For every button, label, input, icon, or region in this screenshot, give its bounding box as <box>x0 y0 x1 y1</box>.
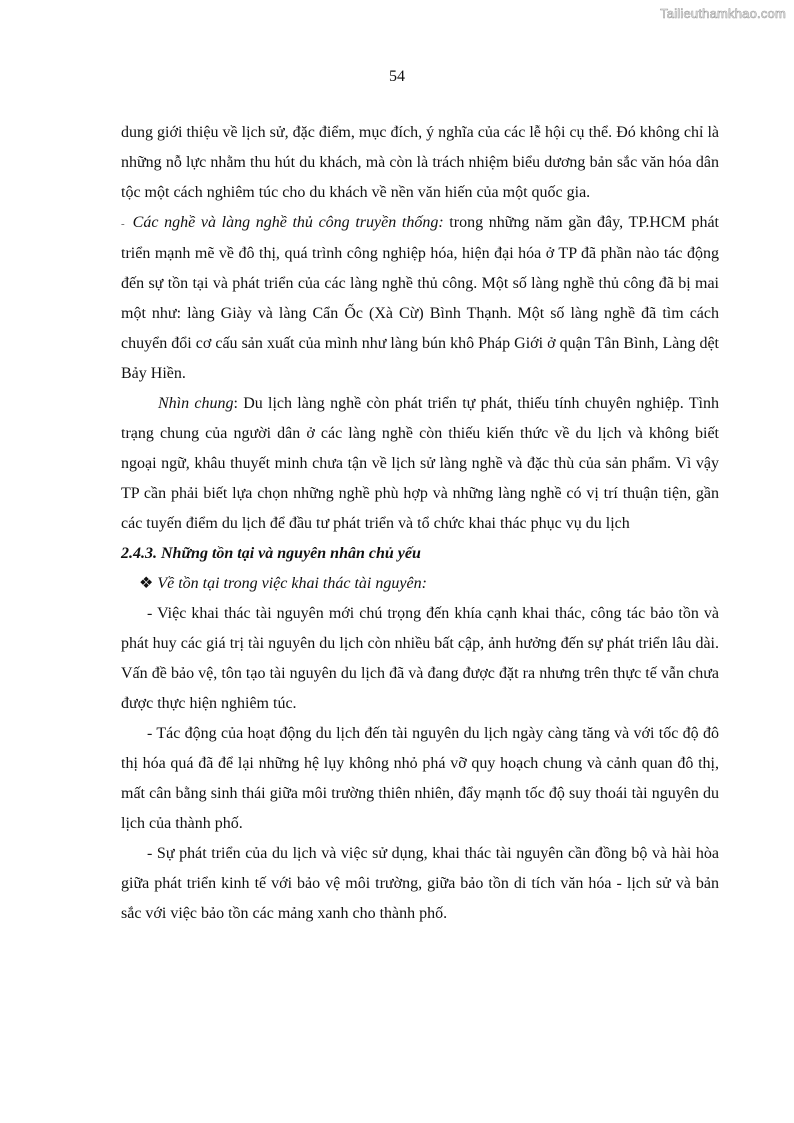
paragraph <box>121 208 719 389</box>
watermark: Tailieuthamkhao.com <box>660 6 786 21</box>
paragraph-lead: Các nghề và làng nghề thủ công truyền thống: <box>132 214 444 231</box>
subheading-text: Về tồn tại trong việc khai thác tài nguyên: <box>157 575 427 592</box>
list-item: - Việc khai thác tài nguyên mới chú trọng đến khía cạnh khai thác, công tác bảo tồn và phát huy các giá trị tài nguyên du lịch còn nhiều bất cập, ảnh hưởng đến sự phát triển lâu dài. Vấn đề bảo vệ, tôn tạo tài nguyên du lịch đã và đang được đặt ra nhưng trên thực tế vẫn chưa được thực hiện nghiêm túc. <box>121 605 719 712</box>
paragraph: dung giới thiệu về lịch sử, đặc điểm, mục đích, ý nghĩa của các lễ hội cụ thể. Đó không chỉ là những nỗ lực nhằm thu hút du khách, mà còn là trách nhiệm biểu dương bản sắc văn hóa dân tộc một cách nghiêm túc cho du khách về nền văn hiến của một quốc gia. <box>121 124 719 201</box>
paragraph <box>121 389 719 539</box>
diamond-bullet-icon: ❖ <box>139 575 154 592</box>
list-item: - Sự phát triển của du lịch và việc sử dụng, khai thác tài nguyên cần đồng bộ và hài hòa giữa phát triển kinh tế với bảo vệ môi trường, giữa bảo tồn di tích văn hóa - lịch sử và bản sắc với việc bảo tồn các mảng xanh cho thành phố. <box>121 845 719 922</box>
document-body <box>121 118 719 929</box>
paragraph-text: : Du lịch làng nghề còn phát triển tự phát, thiếu tính chuyên nghiệp. Tình trạng chung của người dân ở các làng nghề còn thiếu kiến thức về du lịch và không biết ngoại ngữ, khâu thuyết minh chưa tận về lịch sử làng nghề và đặc thù của sản phẩm. Vì vậy TP cần phải biết lựa chọn những nghề phù hợp và những làng nghề có vị trí thuận tiện, gần các tuyến điểm du lịch để đầu tư phát triển và tổ chức khai thác phục vụ du lịch <box>121 395 719 532</box>
section-heading: 2.4.3. Những tồn tại và nguyên nhân chủ yếu <box>121 545 421 562</box>
page-number: 54 <box>389 68 405 85</box>
list-dash: - <box>121 218 125 230</box>
list-item: - Tác động của hoạt động du lịch đến tài nguyên du lịch ngày càng tăng và với tốc độ đô thị hóa quá đã để lại những hệ lụy không nhỏ phá vỡ quy hoạch chung và cảnh quan đô thị, mất cân bằng sinh thái giữa môi trường thiên nhiên, đẩy mạnh tốc độ suy thoái tài nguyên du lịch của thành phố. <box>121 725 719 832</box>
paragraph-lead: Nhìn chung <box>158 395 234 412</box>
subheading <box>121 569 719 599</box>
paragraph-text: trong những năm gần đây, TP.HCM phát triển mạnh mẽ về đô thị, quá trình công nghiệp hóa, hiện đại hóa ở TP đã phần nào tác động đến sự tồn tại và phát triển của các làng nghề thủ công. Một số làng nghề thủ công đã bị mai một như: làng Giày và làng Cẩn Ốc (Xà Cừ) Bình Thạnh. Một số làng nghề đã tìm cách chuyển đổi cơ cấu sản xuất của mình như làng bún khô Pháp Giới ở quận Tân Bình, Làng dệt Bảy Hiền. <box>121 214 719 382</box>
